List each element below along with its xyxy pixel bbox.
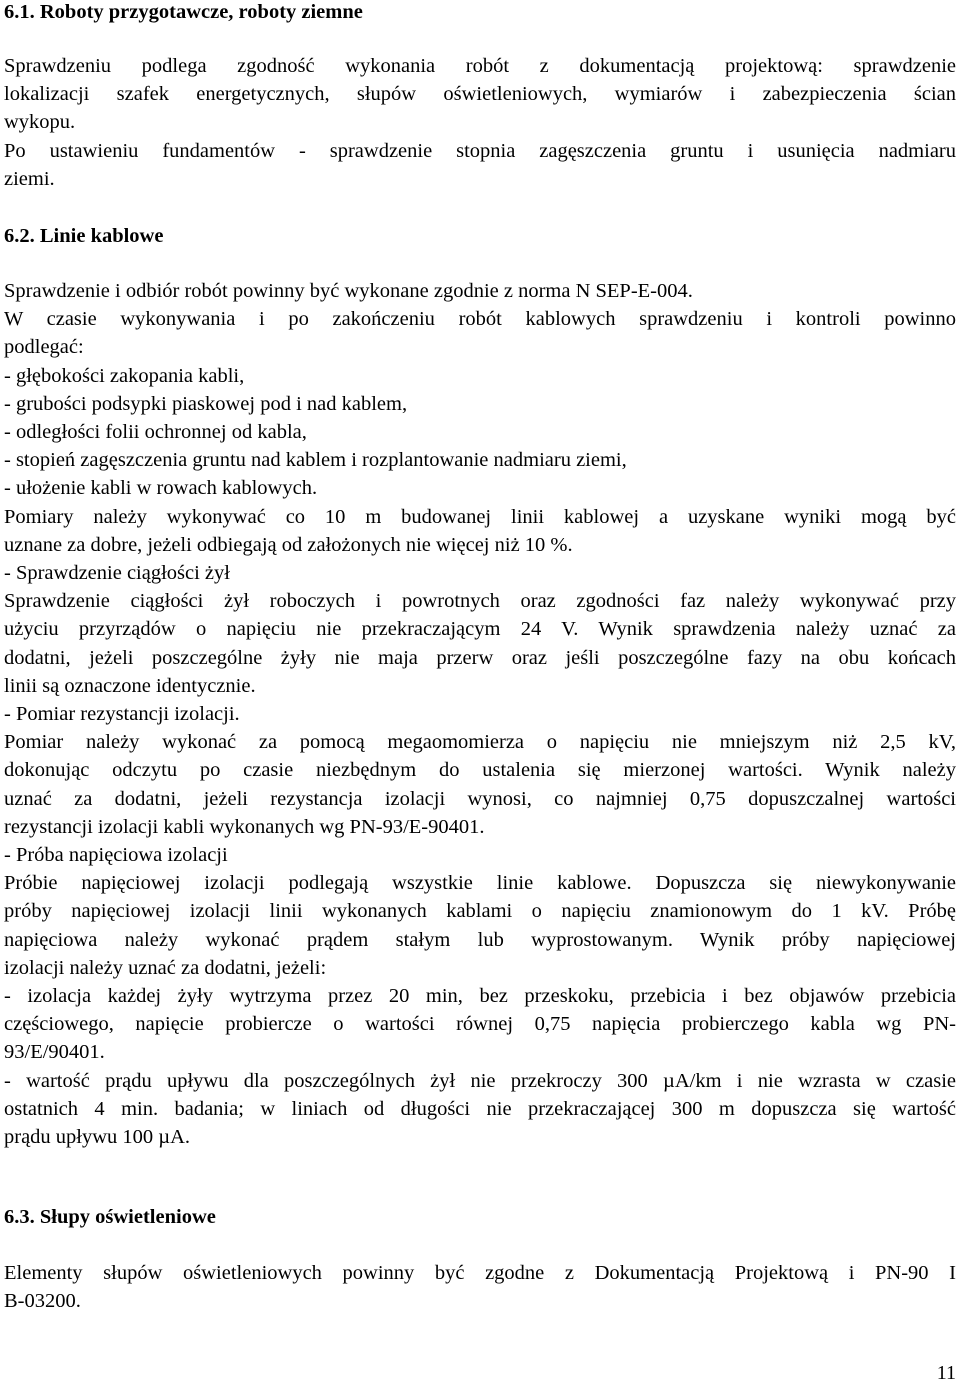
subheading-line: - Pomiar rezystancji izolacji. xyxy=(4,703,240,726)
text-line: uznać za dodatni, jeżeli rezystancja izolacji wynosi, co najmniej 0,75 dopuszczalnej wartości xyxy=(4,787,956,810)
text-line: rezystancji izolacji kabli wykonanych wg PN-93/E-90401. xyxy=(4,815,485,838)
section-6-2-body xyxy=(4,277,956,1151)
list-item: - ułożenie kabli w rowach kablowych. xyxy=(4,477,318,500)
text-line: dodatni, jeżeli poszczególne żyły nie maja przerw oraz jeśli poszczególne fazy na obu końcach xyxy=(4,646,956,669)
subheading-line: - Próba napięciowa izolacji xyxy=(4,844,228,867)
list-item: - grubości podsypki piaskowej pod i nad kablem, xyxy=(4,392,408,415)
text-line: Sprawdzeniu podlega zgodność wykonania robót z dokumentacją projektową: sprawdzenie xyxy=(4,55,956,77)
list-item: - stopień zagęszczenia gruntu nad kablem i rozplantowanie nadmiaru ziemi, xyxy=(4,449,627,472)
text-line: podlegać: xyxy=(4,336,84,359)
text-line: ostatnich 4 min. badania; w liniach od długości nie przekraczającej 300 m dopuszcza się wartość xyxy=(4,1097,956,1120)
list-item: - wartość prądu upływu dla poszczególnych żył nie przekroczy 300 µA/km i nie wzrasta w czasie xyxy=(4,1069,956,1092)
text-line: Pomiary należy wykonywać co 10 m budowanej linii kablowej a uzyskane wyniki mogą być xyxy=(4,505,956,528)
section-6-3-body xyxy=(4,1259,956,1315)
section-heading-6-1: 6.1. Roboty przygotawcze, roboty ziemne xyxy=(4,1,363,23)
section-heading-6-3: 6.3. Słupy oświetleniowe xyxy=(4,1206,216,1228)
text-line: prądu upływu 100 µA. xyxy=(4,1126,191,1149)
page-number: 11 xyxy=(936,1362,956,1384)
subheading-line: - Sprawdzenie ciągłości żył xyxy=(4,562,230,585)
list-item: - izolacja każdej żyły wytrzyma przez 20 min, bez przeskoku, przebicia i bez objawów przebicia xyxy=(4,985,956,1008)
section-6-1-paragraph-1 xyxy=(4,52,956,137)
text-line: uznane za dobre, jeżeli odbiegają od założonych nie więcej niż 10 %. xyxy=(4,533,573,556)
section-heading-6-2: 6.2. Linie kablowe xyxy=(4,225,164,247)
text-line: linii są oznaczone identycznie. xyxy=(4,674,256,697)
text-line: użyciu przyrządów o napięciu nie przekraczającym 24 V. Wynik sprawdzenia należy uznać za xyxy=(4,618,956,641)
text-line: Próbie napięciowej izolacji podlegają wszystkie linie kablowe. Dopuszcza się niewykonywanie xyxy=(4,872,956,895)
text-line: 93/E/90401. xyxy=(4,1041,105,1064)
text-line: Pomiar należy wykonać za pomocą megaomomierza o napięciu nie mniejszym niż 2,5 kV, xyxy=(4,731,956,754)
text-line: ziemi. xyxy=(4,168,55,191)
list-item: - odległości folii ochronnej od kabla, xyxy=(4,421,307,444)
text-line: wykopu. xyxy=(4,111,76,134)
text-line: Po ustawieniu fundamentów - sprawdzenie stopnia zagęszczenia gruntu i usunięcia nadmiaru xyxy=(4,140,956,162)
text-line: izolacji należy uznać za dodatni, jeżeli: xyxy=(4,956,327,979)
text-line: B-03200. xyxy=(4,1290,81,1313)
text-line: próby napięciowej izolacji linii wykonanych kablami o napięciu znamionowym do 1 kV. Próbę xyxy=(4,900,956,923)
list-item: - głębokości zakopania kabli, xyxy=(4,364,245,387)
text-line: W czasie wykonywania i po zakończeniu robót kablowych sprawdzeniu i kontroli powinno xyxy=(4,308,956,331)
text-line: napięciowa należy wykonać prądem stałym lub wyprostowanym. Wynik próby napięciowej xyxy=(4,928,956,951)
text-line: Elementy słupów oświetleniowych powinny być zgodne z Dokumentacją Projektową i PN-90 I xyxy=(4,1262,956,1284)
text-line: Sprawdzenie i odbiór robót powinny być wykonane zgodnie z norma N SEP-E-004. xyxy=(4,280,693,302)
text-line: częściowego, napięcie probiercze o wartości równej 0,75 napięcia probierczego kabla wg PN- xyxy=(4,1013,956,1036)
section-6-1-paragraph-2 xyxy=(4,137,956,193)
text-line: Sprawdzenie ciągłości żył roboczych i powrotnych oraz zgodności faz należy wykonywać przy xyxy=(4,590,956,613)
text-line: dokonując odczytu po czasie niezbędnym do ustalenia się mierzonej wartości. Wynik należy xyxy=(4,759,956,782)
text-line: lokalizacji szafek energetycznych, słupów oświetleniowych, wymiarów i zabezpieczenia ścian xyxy=(4,83,956,106)
